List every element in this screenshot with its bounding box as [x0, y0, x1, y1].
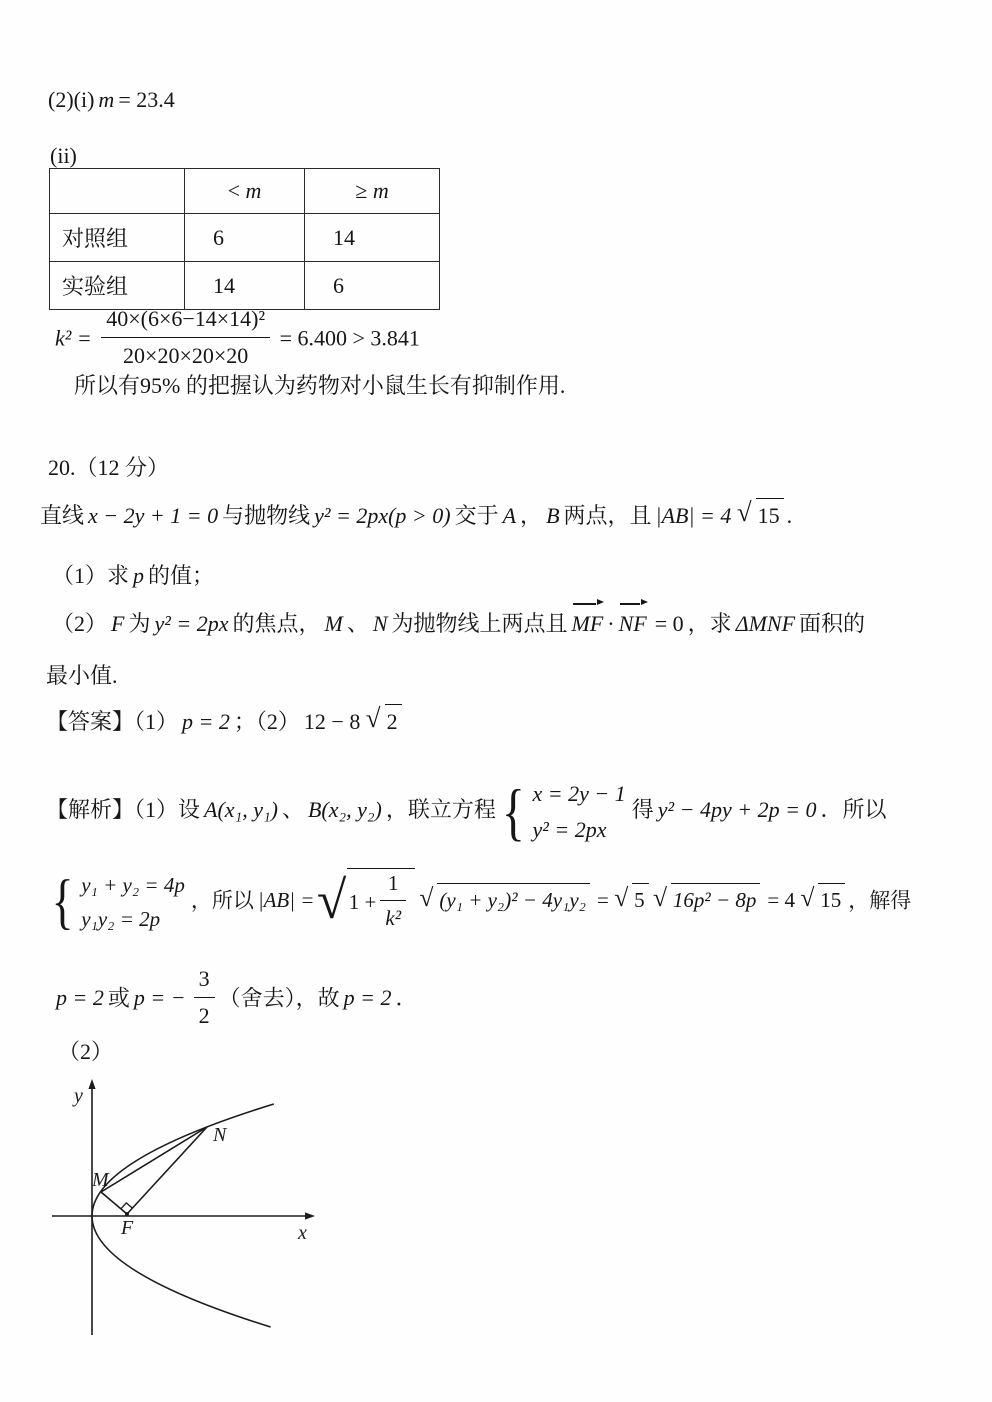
text-run: ，解得 [848, 888, 912, 913]
math-run: |AB| = 4 [655, 503, 732, 528]
text-run: 的焦点， [232, 611, 321, 636]
text-run: （1）求 [52, 563, 130, 588]
text-run: 两点，且 [563, 503, 652, 528]
equation-system [498, 778, 626, 846]
point-label-f: F [121, 1217, 134, 1239]
point-label-m: M [92, 1169, 109, 1191]
cell-value: 14 [305, 214, 440, 262]
dot-operator: · [607, 611, 615, 636]
math-run: A [502, 503, 517, 528]
item-label: (2)(i) [48, 87, 95, 112]
solution-tag: 【解析】 [46, 796, 135, 822]
fraction [101, 303, 270, 372]
var-m: m [372, 178, 389, 203]
math-run: 12 − 8 [303, 709, 361, 734]
text-run: 或 [107, 985, 130, 1011]
item-label: (ii) [50, 143, 77, 168]
math-run: = 0 [654, 611, 684, 636]
sqrt-radicand: 16p² − 8p [671, 883, 760, 915]
text-run: ． [395, 985, 418, 1011]
text-run: 与抛物线 [222, 503, 311, 528]
math-run: F [111, 611, 125, 636]
sqrt-radicand: 15 [756, 498, 784, 532]
problem-stem-line [40, 498, 792, 532]
text-run: ．所以 [820, 796, 887, 822]
math-value: = 23.4 [118, 87, 175, 112]
text-run: ；（2） [233, 709, 300, 734]
solution-line-2 [46, 868, 911, 937]
point-label-n: N [213, 1124, 227, 1146]
right-angle-mark [121, 1203, 132, 1209]
numerator: 1 [380, 868, 406, 901]
math-run: y² = 2px(p > 0) [314, 503, 451, 528]
text-run: 得 [631, 796, 654, 822]
system-eq-2: y² = 2px [532, 816, 607, 842]
part2-wrap-line [46, 660, 118, 692]
k2-rhs: = 6.400 > 3.841 [279, 325, 420, 351]
math-run: = 4 [767, 888, 795, 913]
math-run: y² − 4py + 2p = 0 [657, 796, 817, 822]
sqrt-radical [818, 883, 845, 915]
segment-nf [127, 1127, 207, 1214]
question-heading [48, 452, 169, 484]
text-run: 、 [346, 611, 369, 636]
answer-2i-line [48, 84, 175, 116]
heading-text: 20.（12 分） [48, 455, 170, 480]
radicand-text: 1 + [348, 889, 377, 914]
math-run: A(x₁, y₁) [204, 796, 278, 822]
numerator: 40×(6×6−14×14)² [101, 303, 270, 338]
sqrt-radical-tall [347, 868, 415, 937]
denominator: 2 [198, 1002, 210, 1028]
math-run: N [372, 611, 388, 636]
part2-line [52, 608, 865, 640]
row-label: 实验组 [50, 262, 185, 310]
text-run: ，求 [687, 611, 732, 636]
equals-sign: = [596, 888, 609, 913]
vector-mf: MF [572, 608, 604, 640]
chord-mn [101, 1127, 207, 1192]
text-run: （1） [134, 709, 179, 734]
vector-nf: NF [619, 608, 647, 640]
table-row-control [50, 214, 440, 262]
text-run: ，联立方程 [385, 796, 496, 822]
contingency-table [49, 168, 440, 310]
system-eq-1: { y₁ + y₂ = 4p [81, 873, 185, 897]
cell-value: 14 [185, 262, 305, 310]
segment-mf [101, 1192, 127, 1214]
numerator: 3 [194, 963, 215, 998]
system-eq-2: y₁y₂ = 2p [81, 907, 161, 932]
conclusion-line [74, 370, 565, 402]
text-run: 为抛物线上两点且 [391, 611, 568, 636]
sqrt-radical [671, 883, 760, 915]
x-axis-arrow-icon [305, 1212, 315, 1219]
sqrt-radicand: 15 [818, 883, 845, 915]
math-run: M [324, 611, 343, 636]
sqrt-radicand [347, 868, 415, 937]
text-run: 为 [128, 611, 151, 636]
y-axis-arrow-icon [88, 1079, 95, 1089]
math-run: p = − [133, 985, 186, 1011]
math-run: p = 2 [182, 709, 230, 734]
math-var: m [98, 87, 115, 112]
text-run: ，所以 [190, 888, 254, 913]
text-run: 交于 [454, 503, 499, 528]
conclusion-text: 所以有95% 的把握认为药物对小鼠生长有抑制作用. [74, 373, 566, 398]
sqrt-radical [385, 704, 402, 738]
solution-part2-label [58, 1036, 113, 1068]
sqrt-radicand: 5 [632, 883, 649, 915]
text-run: 的值； [148, 563, 215, 588]
fraction [380, 868, 406, 934]
greater-equal-sign: ≥ [355, 178, 368, 203]
text-run: . [786, 503, 793, 528]
less-than-sign: < [227, 178, 241, 203]
empty-header-cell [50, 169, 185, 214]
text-run: （2） [52, 611, 108, 636]
math-run: ΔMNF [735, 611, 796, 636]
math-run: p = 2 [343, 985, 392, 1011]
table-header-row [50, 169, 440, 214]
denominator: k² [385, 906, 402, 931]
sqrt-radical [437, 883, 590, 915]
solution-line-3 [52, 966, 417, 1035]
answer-line [46, 704, 405, 738]
solution-line-1 [46, 778, 886, 846]
math-run: x − 2y + 1 = 0 [88, 503, 219, 528]
text-run: 面积的 [799, 611, 866, 636]
text-run: 直线 [40, 503, 85, 528]
text-run: 、 [281, 796, 304, 822]
math-run: B(x₂, y₂) [307, 796, 382, 822]
parabola-figure [36, 1075, 376, 1365]
system-eq-1: { x = 2y − 1 [532, 781, 626, 806]
focus-point [125, 1212, 129, 1216]
row-label: 对照组 [50, 214, 185, 262]
denominator: 20×20×20×20 [123, 342, 249, 368]
text-run: （舍去），故 [218, 985, 340, 1011]
math-run: p = 2 [56, 985, 104, 1011]
equation-system [48, 870, 185, 935]
sqrt-radical [632, 883, 649, 915]
var-m: m [245, 178, 262, 203]
text-run: 最小值. [46, 663, 118, 688]
cell-value: 6 [185, 214, 305, 262]
sqrt-radicand: 2 [385, 704, 402, 738]
sqrt-radicand: (y₁ + y₂)² − 4y₁y₂ [437, 883, 590, 915]
part1-line [52, 560, 214, 592]
math-run: y² = 2px [154, 611, 229, 636]
col-header-ge-m [305, 169, 440, 214]
col-header-lt-m [185, 169, 305, 214]
answer-tag: 【答案】 [46, 709, 135, 734]
k2-formula-line [55, 306, 420, 375]
cell-value: 6 [305, 262, 440, 310]
k2-lhs: k² = [55, 325, 92, 351]
sqrt-radical [756, 498, 784, 532]
x-axis-label: x [298, 1222, 307, 1244]
text-run: ， [520, 503, 543, 528]
math-run: B [546, 503, 560, 528]
math-run: p [133, 563, 145, 588]
y-axis-label: y [74, 1085, 83, 1107]
item-label: （2） [58, 1039, 114, 1064]
text-run: （1）设 [134, 796, 201, 822]
math-run: |AB| = [257, 888, 315, 913]
fraction [194, 963, 215, 1032]
